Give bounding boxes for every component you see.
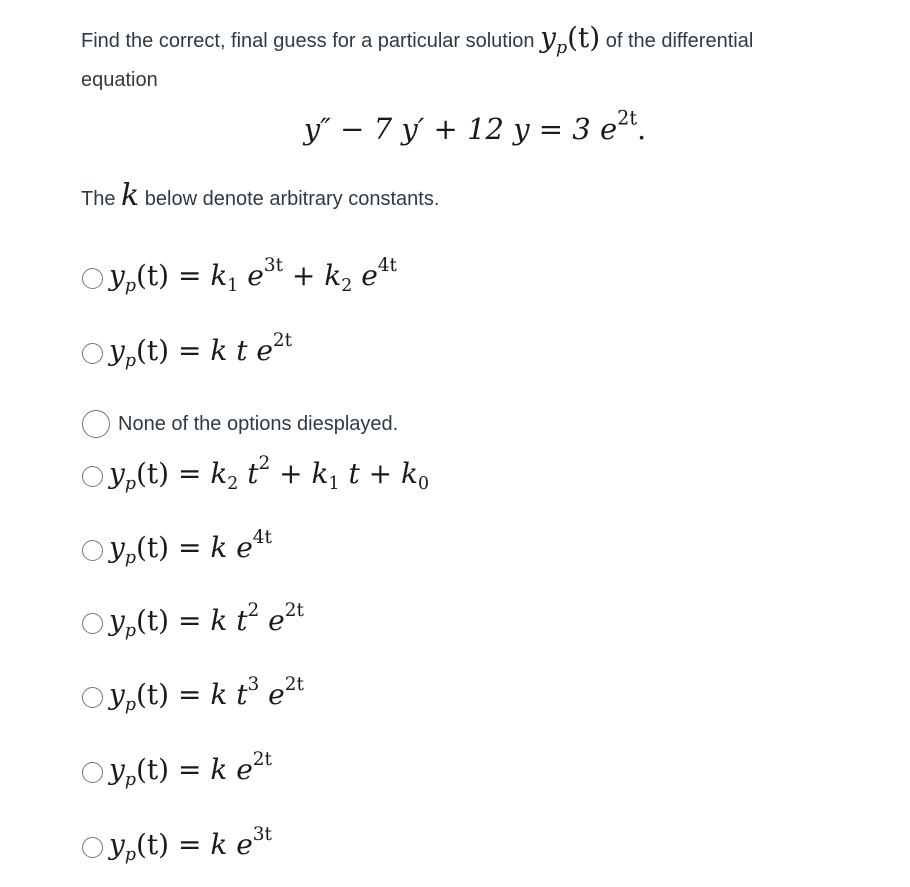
radio-button[interactable] xyxy=(82,762,103,783)
radio-button[interactable] xyxy=(82,837,103,858)
answer-option-3[interactable] xyxy=(82,404,398,444)
constants-note: The k below denote arbitrary constants. xyxy=(81,178,440,213)
option-math: $y_p(t) = k$ t $e^{2t}$ xyxy=(109,330,293,372)
answer-option-7[interactable] xyxy=(82,674,304,717)
option-math: $y_p(t) = k_2$ $t^2 + k_1$ $t + k_0$ xyxy=(109,453,429,495)
question-text-end: of the differential xyxy=(605,30,754,52)
option-text: None of the options diesplayed. xyxy=(118,412,399,435)
question-text-start: Find the correct, final guess for a particular solution xyxy=(81,30,535,52)
answer-option-8[interactable] xyxy=(82,749,272,792)
radio-button[interactable] xyxy=(82,687,103,708)
radio-button[interactable] xyxy=(82,268,103,289)
answer-option-5[interactable] xyxy=(82,527,272,570)
option-math: $y_p(t) = k$ $e^{2t}$ xyxy=(109,749,272,791)
answer-option-4[interactable] xyxy=(82,453,429,496)
answer-option-1[interactable] xyxy=(82,255,397,298)
answer-option-6[interactable] xyxy=(82,600,304,643)
option-math: $y_p(t) = k$ $e^{4t}$ xyxy=(109,527,272,569)
radio-button[interactable] xyxy=(82,343,103,364)
answer-option-2[interactable] xyxy=(82,330,293,373)
question-text-line2: equation xyxy=(81,69,158,92)
differential-equation: y″ − 7 y′ + 12 y = 3 $e^{2t}$. xyxy=(303,106,647,146)
radio-button[interactable] xyxy=(82,410,110,438)
option-math: $y_p(t) = k$ $e^{3t}$ xyxy=(109,824,272,866)
k-symbol: k xyxy=(121,178,140,213)
answer-option-9[interactable] xyxy=(82,824,272,867)
radio-button[interactable] xyxy=(82,540,103,561)
yp-inline-math: $y_p(t)$ xyxy=(540,21,601,59)
radio-button[interactable] xyxy=(82,466,103,487)
radio-button[interactable] xyxy=(82,613,103,634)
option-math: $y_p(t) = k$ $t^2$ $e^{2t}$ xyxy=(109,600,304,642)
question-prompt xyxy=(81,22,841,96)
option-math: $y_p(t) = k$ $t^3$ $e^{2t}$ xyxy=(109,674,304,716)
option-math: $y_p(t) = k_1$ $e^{3t} + k_2$ $e^{4t}$ xyxy=(109,255,397,297)
